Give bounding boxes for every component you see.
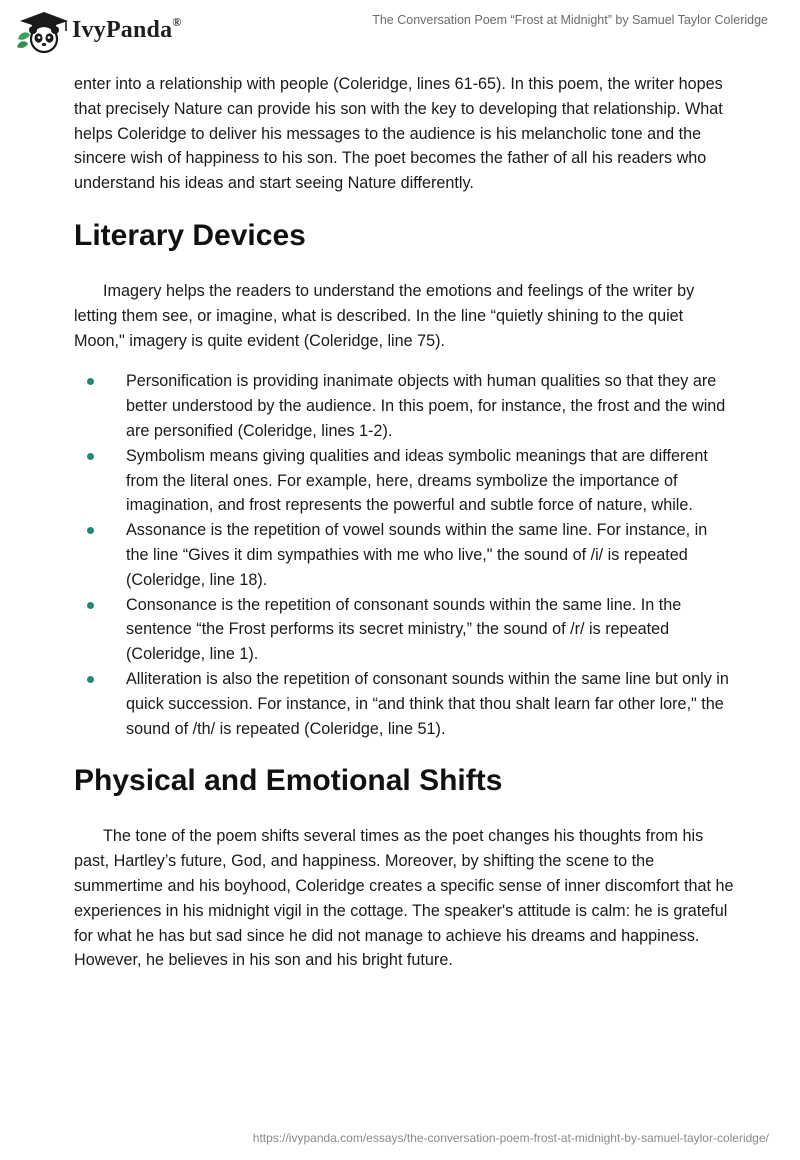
intro-paragraph: enter into a relationship with people (Coleridge, lines 61-65). In this poem, the writer hopes that precisely Nature can provide his son with the key to developing that relationship. What helps Coleridge to deliver his messages to the audience is his melancholic tone and the sincere wish of happiness to his son. The poet becomes the father of all his readers who understand his ideas and start seeing Nature differently.: [74, 75, 723, 193]
section-heading-physical-emotional-shifts: Physical and Emotional Shifts: [74, 764, 503, 798]
bullet-icon: [87, 602, 94, 609]
list-item: Symbolism means giving qualities and ideas symbolic meanings that are different from the literal ones. For example, here, dreams symbolize the importance of imagination, and frost represents the powerful and subtle force of nature, while.: [74, 444, 734, 518]
page-header: [0, 0, 800, 64]
source-url[interactable]: https://ivypanda.com/essays/the-conversation-poem-frost-at-midnight-by-samuel-taylor-coleridge/: [252, 1131, 769, 1145]
bullet-icon: [87, 676, 94, 683]
article-body: [74, 72, 734, 973]
literary-devices-paragraph: Imagery helps the readers to understand the emotions and feelings of the writer by letting them see, or imagine, what is described. In the line “quietly shining to the quiet Moon," imagery is quite evident (Coleridge, line 75).: [74, 281, 695, 350]
brand-name: IvyPanda®: [72, 15, 182, 43]
bullet-icon: [87, 453, 94, 460]
list-item: Assonance is the repetition of vowel sounds within the same line. For instance, in the line “Gives it dim sympathies with me who live," the sound of /i/ is repeated (Coleridge, line 18).: [74, 518, 734, 592]
list-item: Alliteration is also the repetition of consonant sounds within the same line but only in quick succession. For instance, in “and think that thou shalt learn far other lore," the sound of /th/ is repeated (Coleridge, line 51).: [74, 667, 734, 741]
list-item: Consonance is the repetition of consonant sounds within the same line. In the sentence “the Frost performs its secret ministry,” the sound of /r/ is repeated (Coleridge, line 1).: [74, 593, 734, 667]
list-item: Personification is providing inanimate objects with human qualities so that they are better understood by the audience. In this poem, for instance, the frost and the wind are personified (Coleridge, lines 1-2).: [74, 369, 734, 443]
bullet-icon: [87, 527, 94, 534]
section-heading-literary-devices: Literary Devices: [74, 218, 306, 252]
panda-graduate-icon: [14, 9, 70, 55]
bullet-icon: [87, 378, 94, 385]
shifts-paragraph: The tone of the poem shifts several times as the poet changes his thoughts from his past, Hartley’s future, God, and happiness. Moreover, by shifting the scene to the summertime and his boyhood, Coleridge creates a specific sense of inner discomfort that he experiences in his midnight vigil in the cottage. The speaker's attitude is calm: he is grateful for what he has but sad since he did not manage to achieve his dreams and happiness. However, he believes in his son and his bright future.: [74, 827, 734, 970]
brand-logo[interactable]: [14, 9, 204, 55]
literary-devices-list: [74, 369, 734, 741]
document-title: The Conversation Poem “Frost at Midnight” by Samuel Taylor Coleridge: [372, 13, 768, 27]
